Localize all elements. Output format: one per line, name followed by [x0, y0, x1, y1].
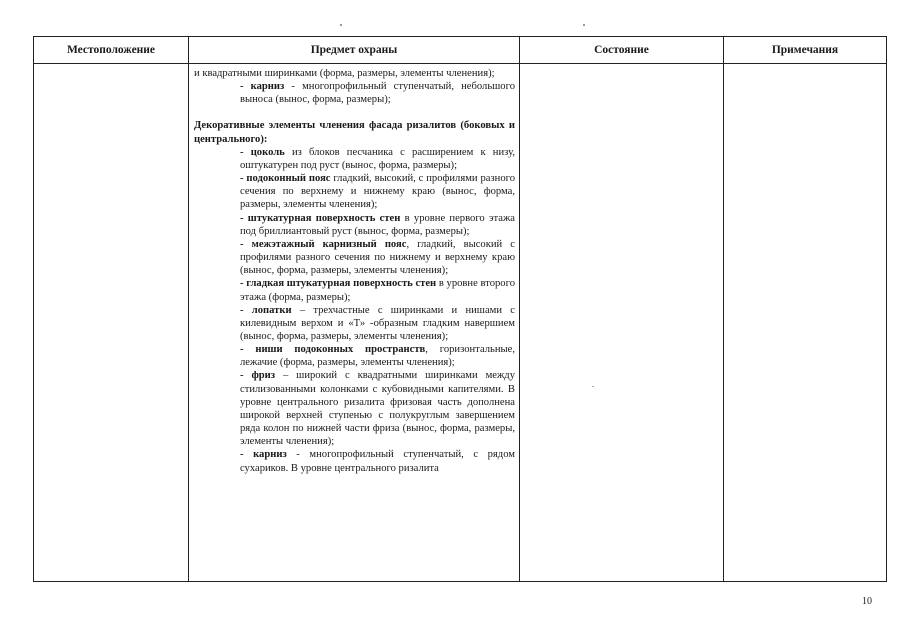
paragraph-text: – широкий с квадратными ширинками между стилизованными колонками с кубовидными капителями. В уровне центрального ризалита фризовая часть дополнена широкой верхней ступенью с полукруглым завершением ряда колон по нижней части фриза (вынос, форма, размеры, элементы членения);: [240, 370, 515, 448]
paragraph-term: - фриз: [240, 370, 276, 382]
header-condition: Состояние: [520, 37, 724, 64]
header-notes: Примечания: [724, 37, 887, 64]
header-location: Местоположение: [34, 37, 189, 64]
subject-paragraph: [194, 369, 515, 448]
paragraph-text: в уровне первого этажа под бриллиантовый руст (вынос, форма, размеры);: [240, 212, 515, 237]
subject-paragraph: [194, 277, 515, 303]
subject-paragraph: [194, 119, 515, 145]
subject-text: [189, 64, 519, 581]
paragraph-term: - карниз: [240, 449, 287, 461]
paragraph-term: - межэтажный карнизный пояс: [240, 238, 407, 250]
paragraph-term: - ниши подоконных пространств: [240, 344, 426, 356]
paragraph-term: - штукатурная поверхность стен: [240, 212, 401, 224]
paragraph-term: - цоколь: [240, 146, 285, 158]
scan-artifact: [340, 24, 342, 26]
protection-table: [33, 36, 887, 582]
paragraph-text: - многопрофильный ступенчатый, небольшого выноса (вынос, форма, размеры);: [240, 81, 515, 106]
paragraph-text: – трехчастные с ширинками и нишами с килевидным верхом и «Т» -образным гладким навершием (вынос, форма, размеры, элементы членения);: [240, 304, 515, 342]
notes-cell: [724, 64, 887, 582]
paragraph-text: гладкий, высокий, с профилями разного сечения по верхнему и нижнему краю (вынос, форма, размеры, элементы членения);: [240, 173, 515, 211]
paragraph-text: - многопрофильный ступенчатый, с рядом сухариков. В уровне центрального ризалита: [240, 449, 515, 474]
subject-paragraph: [194, 238, 515, 277]
condition-cell: [520, 64, 724, 582]
subject-paragraph: [194, 304, 515, 343]
paragraph-text: , гладкий, высокий с профилями разного сечения по нижнему и верхнему краю (вынос, форма, размеры, элементы членения);: [240, 238, 515, 277]
subject-paragraph: [194, 67, 515, 80]
paragraph-text: и квадратными ширинками (форма, размеры, элементы членения);: [194, 68, 495, 79]
paragraph-term: - гладкая штукатурная поверхность стен: [240, 278, 437, 290]
subject-paragraph: [194, 80, 515, 106]
subject-cell: [189, 64, 520, 582]
paragraph-text: , горизонтальные, лежачие (форма, размеры, элементы членения);: [240, 344, 515, 369]
paragraph-text: в уровне второго этажа (форма, размеры);: [240, 278, 515, 303]
subject-paragraph: [194, 343, 515, 369]
subject-paragraph: [194, 146, 515, 172]
subject-paragraph: [194, 172, 515, 211]
paragraph-term: - подоконный пояс: [240, 173, 331, 185]
paragraph-term: - карниз: [240, 81, 285, 93]
paragraph-text: из блоков песчаника с расширением к низу, оштукатурен под руст (вынос, форма, размеры);: [240, 146, 515, 171]
header-subject: Предмет охраны: [189, 37, 520, 64]
location-cell: [34, 64, 189, 582]
scan-artifact: [583, 24, 585, 26]
page-number: 10: [862, 596, 872, 607]
subject-paragraph: [194, 448, 515, 474]
table-header-row: [34, 37, 887, 64]
paragraph-term: Декоративные элементы членения фасада ризалитов (боковых и центрального):: [194, 120, 515, 145]
paragraph-term: - лопатки: [240, 304, 292, 316]
subject-paragraph: [194, 212, 515, 238]
table-row: [34, 64, 887, 582]
